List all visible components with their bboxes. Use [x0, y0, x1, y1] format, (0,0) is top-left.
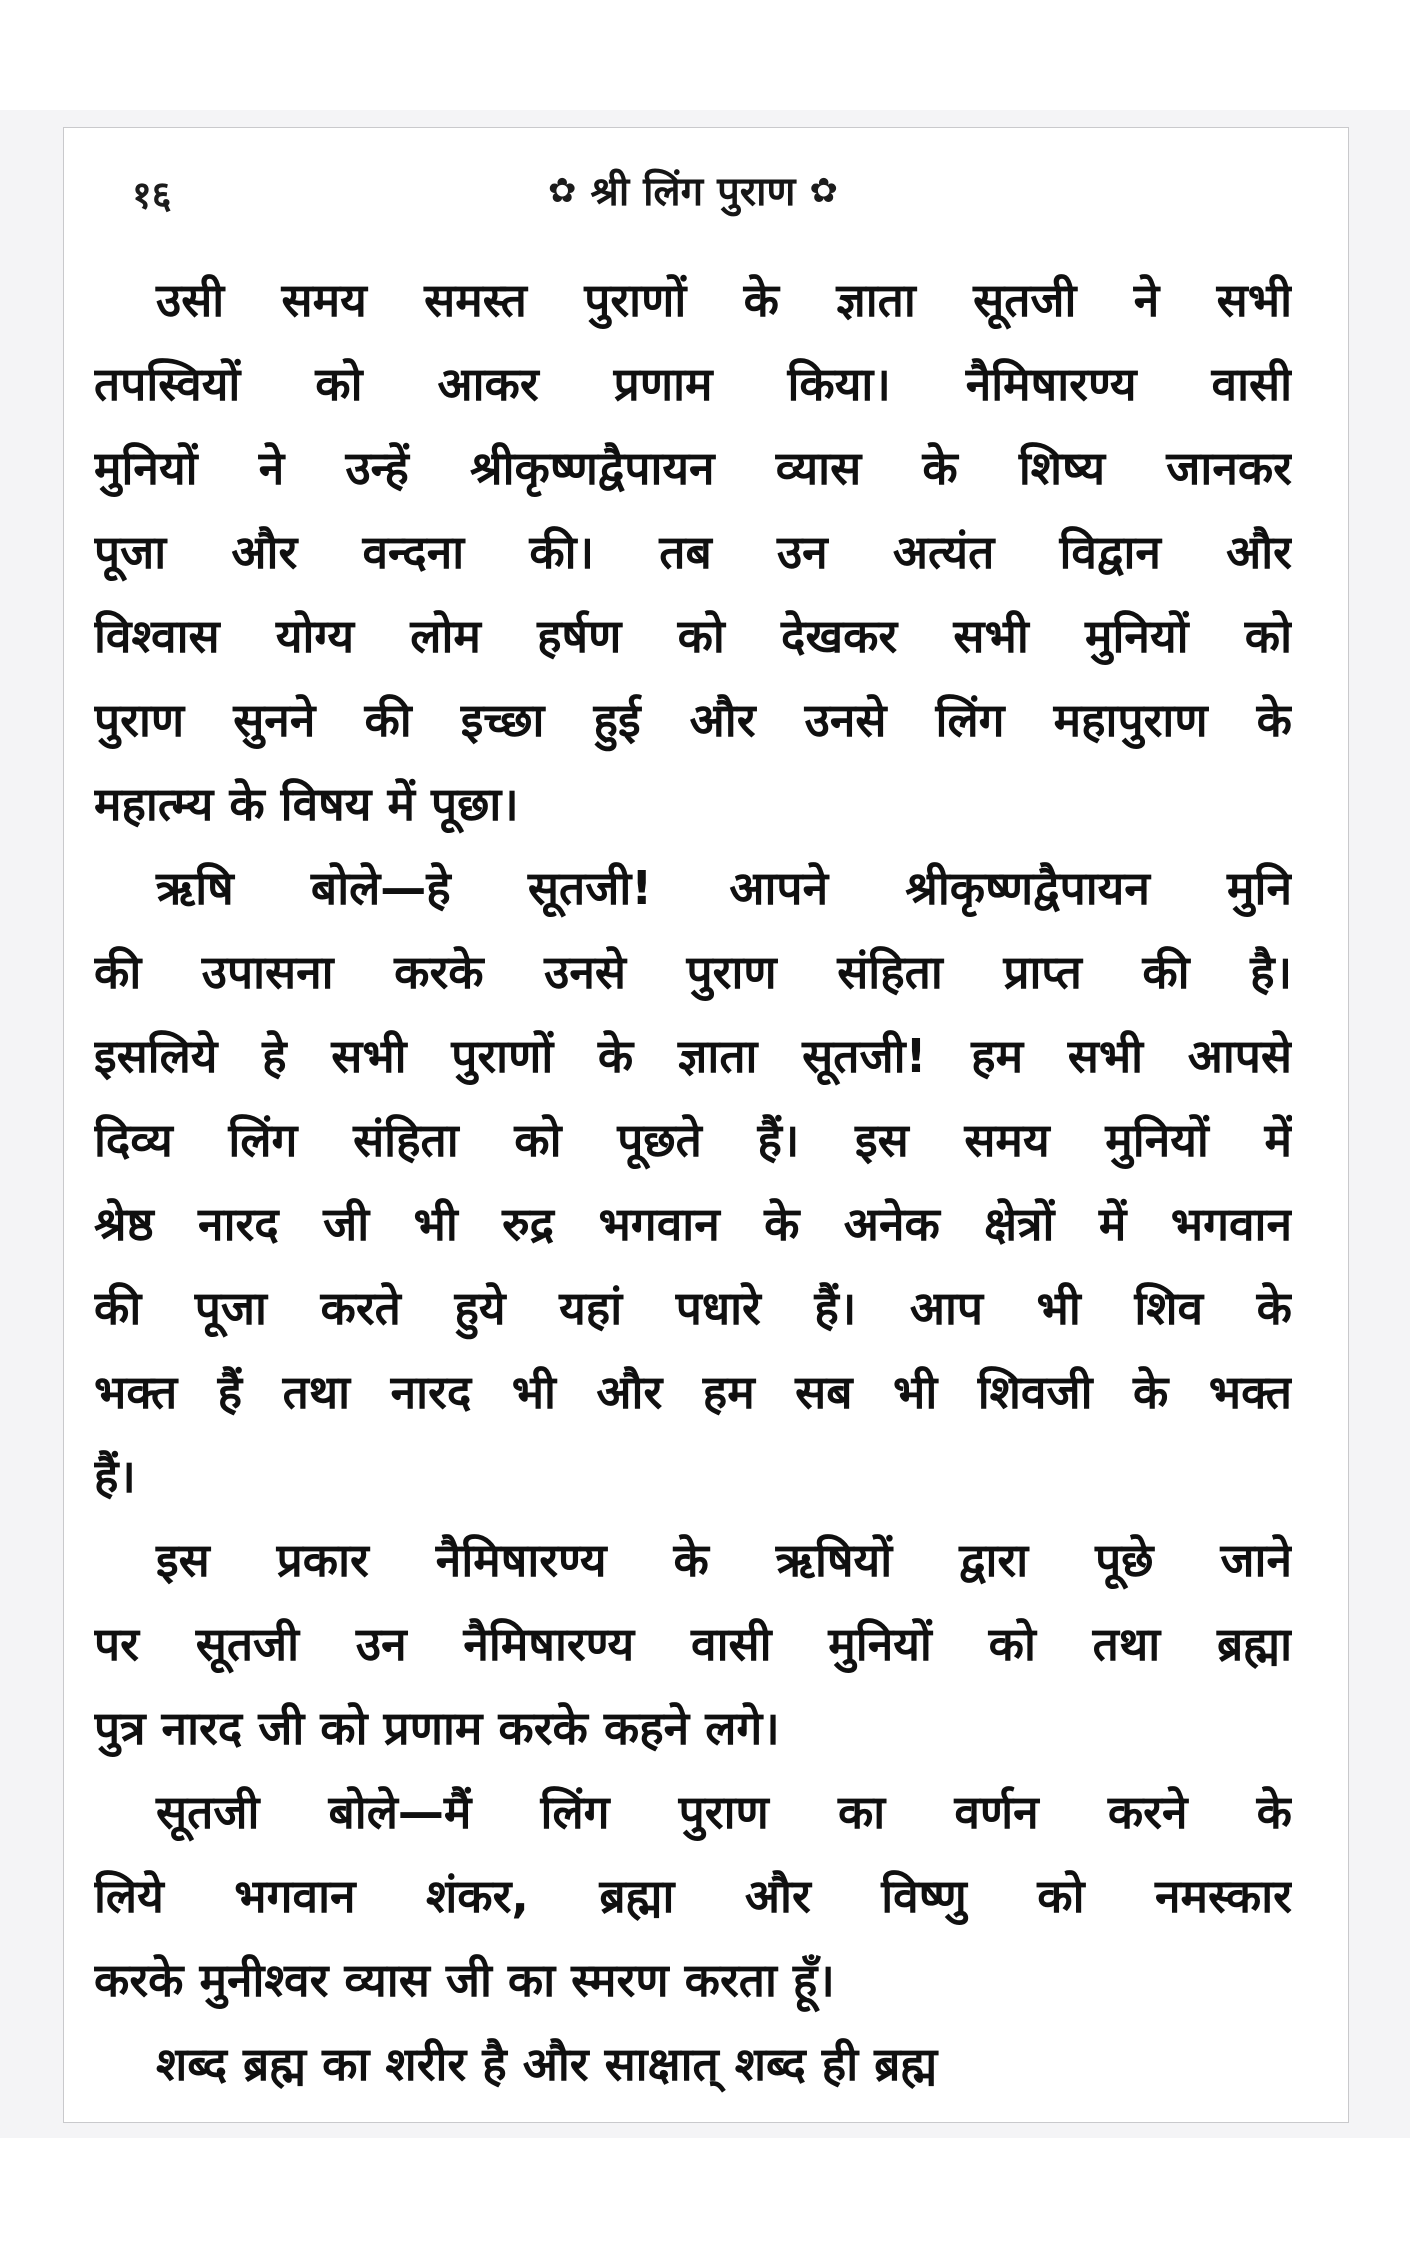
page-header	[94, 162, 1292, 226]
text-line: सूतजी बोले—मैं लिंग पुराण का वर्णन करने के	[156, 1785, 1292, 1839]
paragraph	[94, 846, 1292, 1518]
page-number: १६	[132, 173, 172, 217]
text-line: दिव्य लिंग संहिता को पूछते हैं। इस समय मुनियों में	[94, 1113, 1292, 1167]
flower-ornament-icon: ✿	[809, 171, 838, 211]
text-line: पूजा और वन्दना की। तब उन अत्यंत विद्वान और	[94, 525, 1292, 579]
text-line: श्रेष्ठ नारद जी भी रुद्र भगवान के अनेक क्षेत्रों में भगवान	[94, 1197, 1292, 1251]
text-line: की उपासना करके उनसे पुराण संहिता प्राप्त की है।	[94, 945, 1292, 999]
text-line: इसलिये हे सभी पुराणों के ज्ञाता सूतजी! हम सभी आपसे	[94, 1029, 1292, 1083]
text-line: तपस्वियों को आकर प्रणाम किया। नैमिषारण्य वासी	[94, 357, 1292, 411]
scan-backdrop	[0, 110, 1410, 2138]
text-line: पुराण सुनने की इच्छा हुई और उनसे लिंग महापुराण के	[94, 693, 1292, 747]
text-line: इस प्रकार नैमिषारण्य के ऋषियों द्वारा पूछे जाने	[156, 1533, 1292, 1587]
text-line: लिये भगवान शंकर, ब्रह्मा और विष्णु को नमस्कार	[94, 1869, 1292, 1923]
paragraph	[94, 258, 1292, 846]
book-page	[63, 127, 1349, 2123]
page-body-text	[94, 258, 1292, 2106]
flower-ornament-icon: ✿	[548, 171, 577, 211]
paragraph	[94, 2022, 1292, 2106]
paragraph	[94, 1770, 1292, 2022]
text-line: पुत्र नारद जी को प्रणाम करके कहने लगे।	[94, 1701, 780, 1755]
text-line: की पूजा करते हुये यहां पधारे हैं। आप भी शिव के	[94, 1281, 1292, 1335]
paragraph	[94, 1518, 1292, 1770]
text-line: महात्म्य के विषय में पूछा।	[94, 777, 519, 831]
book-title: श्री लिंग पुराण	[590, 169, 796, 215]
text-line: ऋषि बोले—हे सूतजी! आपने श्रीकृष्णद्वैपायन मुनि	[156, 861, 1292, 915]
text-line: भक्त हैं तथा नारद भी और हम सब भी शिवजी के भक्त	[94, 1365, 1292, 1419]
text-line: उसी समय समस्त पुराणों के ज्ञाता सूतजी ने सभी	[156, 273, 1292, 327]
text-line: हैं।	[94, 1449, 136, 1503]
book-title-row	[94, 162, 1292, 217]
text-line: पर सूतजी उन नैमिषारण्य वासी मुनियों को तथा ब्रह्मा	[94, 1617, 1292, 1671]
text-line: करके मुनीश्वर व्यास जी का स्मरण करता हूँ।	[94, 1953, 835, 2007]
text-line: शब्द ब्रह्म का शरीर है और साक्षात् शब्द ही ब्रह्म	[156, 2037, 938, 2091]
text-line: मुनियों ने उन्हें श्रीकृष्णद्वैपायन व्यास के शिष्य जानकर	[94, 441, 1292, 495]
text-line: विश्वास योग्य लोम हर्षण को देखकर सभी मुनियों को	[94, 609, 1292, 663]
